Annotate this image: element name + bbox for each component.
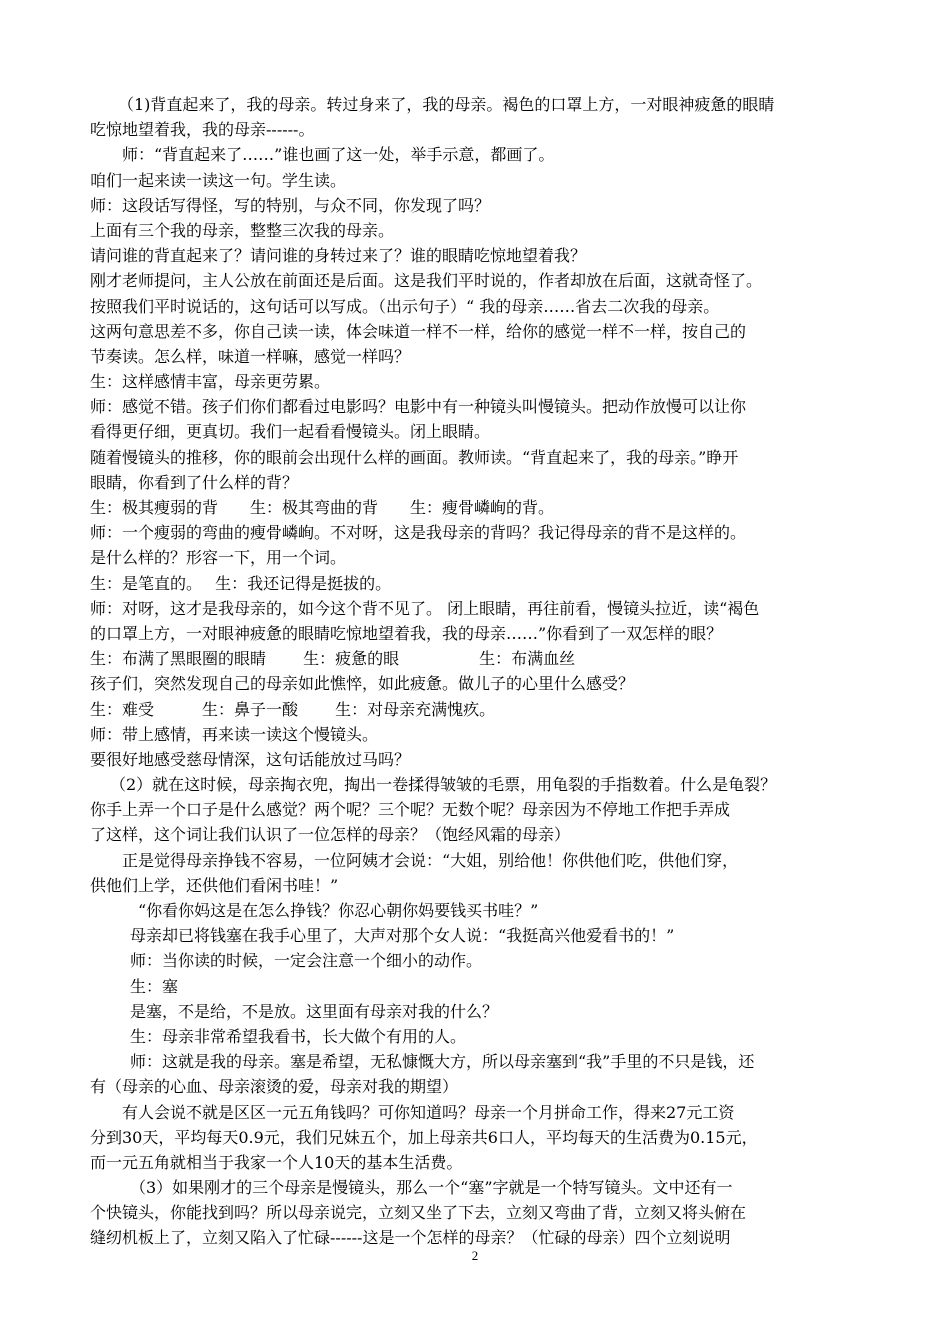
text-line: 母亲却已将钱塞在我手心里了，大声对那个女人说：“我挺高兴他爱看书的！”: [130, 926, 675, 946]
text-line: 生：是笔直的。 生：我还记得是挺拔的。: [90, 573, 392, 593]
text-line: 有（母亲的心血、母亲滚烫的爱，母亲对我的期望）: [90, 1077, 459, 1097]
text-line: 师：感觉不错。孩子们你们都看过电影吗？电影中有一种镜头叫慢镜头。把动作放慢可以让你: [90, 397, 747, 417]
text-line: 的口罩上方，一对眼神疲惫的眼睛吃惊地望着我，我的母亲……”你看到了一双怎样的眼？: [90, 623, 723, 643]
text-line: 师：当你读的时候，一定会注意一个细小的动作。: [130, 951, 483, 971]
text-line: （3）如果刚才的三个母亲是慢镜头，那么一个“塞”字就是一个特写镜头。文中还有一: [130, 1178, 733, 1198]
text-line: 刚才老师提问，主人公放在前面还是后面。这是我们平时说的，作者却放在后面，这就奇怪了。: [90, 271, 763, 291]
text-line: 要很好地感受慈母情深，这句话能放过马吗？: [90, 749, 411, 769]
text-line: 孩子们，突然发现自己的母亲如此憔悴，如此疲惫。做儿子的心里什么感受？: [90, 674, 635, 694]
text-line: “你看你妈这是在怎么挣钱？你忍心朝你妈要钱买书哇？”: [138, 901, 539, 920]
text-line: 节奏读。怎么样，味道一样嘛，感觉一样吗？: [90, 346, 411, 366]
text-line: 是什么样的？形容一下，用一个词。: [90, 548, 347, 568]
text-line: 请问谁的背直起来了？请问谁的身转过来了？谁的眼睛吃惊地望着我？: [90, 246, 587, 266]
text-line: 生：布满了黑眼圈的眼睛 生：疲惫的眼 生：布满血丝: [90, 649, 576, 669]
page-number: 2: [471, 1248, 479, 1263]
text-line: 缝纫机板上了，立刻又陷入了忙碌------这是一个怎样的母亲？（忙碌的母亲）四个立刻说明: [90, 1228, 731, 1248]
text-line: 分到30天，平均每天0.9元，我们兄妹五个，加上母亲共6口人，平均每天的生活费为0.15元，: [90, 1127, 758, 1147]
text-line: （2）就在这时候，母亲掏衣兜，掏出一卷揉得皱皱的毛票，用龟裂的手指数着。什么是龟裂？: [110, 775, 777, 795]
text-line: 师：带上感情，再来读一读这个慢镜头。: [90, 724, 379, 744]
text-line: 生：母亲非常希望我看书，长大做个有用的人。: [130, 1026, 467, 1046]
text-line: 按照我们平时说话的，这句话可以写成。（出示句子）“ 我的母亲……省去二次我的母亲。: [90, 296, 720, 316]
text-line: 师：一个瘦弱的弯曲的瘦骨嶙峋。不对呀，这是我母亲的背吗？我记得母亲的背不是这样的。: [90, 523, 747, 543]
text-line: 正是觉得母亲挣钱不容易，一位阿姨才会说：“大姐，别给他！你供他们吃，供他们穿，: [122, 850, 739, 870]
text-line: 了这样，这个词让我们认识了一位怎样的母亲？（饱经风霜的母亲）: [90, 825, 571, 845]
text-line: 师：对呀，这才是我母亲的，如今这个背不见了。 闭上眼睛，再往前看，慢镜头拉近，读“褐色: [90, 598, 760, 618]
text-line: 咱们一起来读一读这一句。学生读。: [90, 170, 347, 190]
text-line: 生：塞: [130, 976, 179, 996]
text-line: 上面有三个我的母亲，整整三次我的母亲。: [90, 220, 395, 240]
text-line: 师：这就是我的母亲。塞是希望，无私慷慨大方，所以母亲塞到“我”手里的不只是钱，还: [130, 1052, 755, 1072]
text-line: 你手上弄一个口子是什么感觉？两个呢？三个呢？无数个呢？母亲因为不停地工作把手弄成: [90, 800, 731, 820]
text-line: 是塞，不是给，不是放。这里面有母亲对我的什么？: [130, 1001, 499, 1021]
text-line: 师：这段话写得怪，写的特别，与众不同，你发现了吗？: [90, 195, 491, 215]
text-line: 眼睛，你看到了什么样的背？: [90, 472, 299, 492]
text-line: 有人会说不就是区区一元五角钱吗？可你知道吗？母亲一个月拼命工作，得来27元工资: [122, 1102, 735, 1122]
text-line: （1)背直起来了，我的母亲。转过身来了，我的母亲。褐色的口罩上方，一对眼神疲惫的眼睛: [118, 95, 775, 114]
text-line: 吃惊地望着我，我的母亲------。: [90, 120, 315, 140]
document-body: [90, 92, 865, 1251]
text-line: 个快镜头，你能找到吗？所以母亲说完，立刻又坐了下去，立刻又弯曲了背，立刻又将头俯在: [90, 1203, 747, 1223]
text-line: 供他们上学，还供他们看闲书哇！”: [90, 875, 339, 895]
text-line: 这两句意思差不多，你自己读一读，体会味道一样不一样，给你的感觉一样不一样，按自己的: [90, 321, 747, 341]
text-line: 随着慢镜头的推移，你的眼前会出现什么样的画面。教师读。“背直起来了，我的母亲。”睁开: [90, 447, 739, 467]
text-line: 看得更仔细，更真切。我们一起看看慢镜头。闭上眼睛。: [90, 422, 491, 442]
text-line: 生：极其瘦弱的背 生：极其弯曲的背 生：瘦骨嶙峋的背。: [90, 498, 555, 517]
text-line: 师：“背直起来了……”谁也画了这一处，举手示意，都画了。: [122, 145, 555, 165]
text-line: 而一元五角就相当于我家一个人10天的基本生活费。: [90, 1152, 463, 1172]
text-line: 生：这样感情丰富，母亲更劳累。: [90, 372, 331, 392]
text-line: 生：难受 生：鼻子一酸 生：对母亲充满愧疚。: [90, 699, 496, 719]
